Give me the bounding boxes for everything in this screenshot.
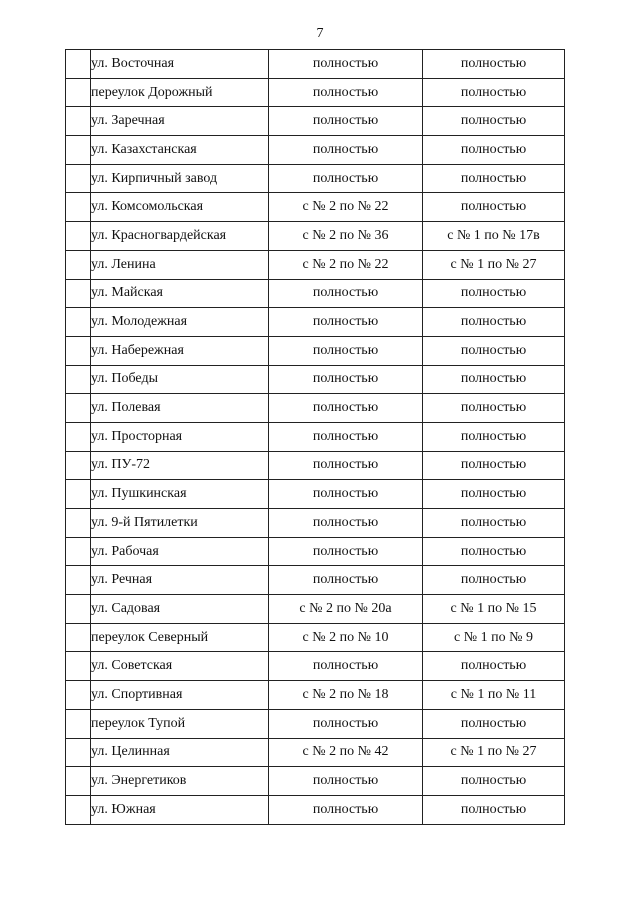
blank-cell [66,394,91,423]
blank-cell [66,652,91,681]
table-row [66,193,565,222]
even-houses-cell: полностью [269,509,423,538]
table-row [66,250,565,279]
street-name-cell: ул. Набережная [91,336,269,365]
table-body [66,50,565,825]
even-houses-cell: полностью [269,451,423,480]
street-name-cell: переулок Северный [91,623,269,652]
table-row [66,365,565,394]
table-row [66,767,565,796]
even-houses-cell: полностью [269,709,423,738]
odd-houses-cell: полностью [423,795,565,824]
table-row [66,451,565,480]
even-houses-cell: с № 2 по № 22 [269,193,423,222]
streets-table [65,49,565,825]
street-name-cell: ул. Майская [91,279,269,308]
blank-cell [66,451,91,480]
odd-houses-cell: полностью [423,394,565,423]
table-row [66,595,565,624]
odd-houses-cell: полностью [423,336,565,365]
table-row [66,738,565,767]
even-houses-cell: полностью [269,480,423,509]
table-row [66,308,565,337]
even-houses-cell: полностью [269,78,423,107]
blank-cell [66,681,91,710]
even-houses-cell: с № 2 по № 18 [269,681,423,710]
odd-houses-cell: полностью [423,136,565,165]
blank-cell [66,222,91,251]
street-name-cell: ул. Молодежная [91,308,269,337]
odd-houses-cell: полностью [423,308,565,337]
odd-houses-cell: с № 1 по № 9 [423,623,565,652]
table-row [66,795,565,824]
street-name-cell: ул. Казахстанская [91,136,269,165]
even-houses-cell: полностью [269,336,423,365]
even-houses-cell: с № 2 по № 20а [269,595,423,624]
even-houses-cell: полностью [269,107,423,136]
street-name-cell: ул. Пушкинская [91,480,269,509]
odd-houses-cell: полностью [423,422,565,451]
odd-houses-cell: полностью [423,107,565,136]
blank-cell [66,164,91,193]
street-name-cell: ул. Энергетиков [91,767,269,796]
table-row [66,78,565,107]
odd-houses-cell: с № 1 по № 27 [423,738,565,767]
blank-cell [66,78,91,107]
table-row [66,136,565,165]
table-row [66,222,565,251]
table-row [66,537,565,566]
odd-houses-cell: с № 1 по № 15 [423,595,565,624]
street-name-cell: ул. Речная [91,566,269,595]
odd-houses-cell: полностью [423,365,565,394]
street-name-cell: ул. Ленина [91,250,269,279]
even-houses-cell: полностью [269,50,423,79]
blank-cell [66,136,91,165]
even-houses-cell: полностью [269,164,423,193]
odd-houses-cell: полностью [423,279,565,308]
street-name-cell: ул. Заречная [91,107,269,136]
blank-cell [66,595,91,624]
odd-houses-cell: полностью [423,480,565,509]
odd-houses-cell: полностью [423,537,565,566]
street-name-cell: ул. Кирпичный завод [91,164,269,193]
odd-houses-cell: полностью [423,767,565,796]
table-row [66,422,565,451]
table-row [66,709,565,738]
table-row [66,107,565,136]
even-houses-cell: полностью [269,394,423,423]
even-houses-cell: с № 2 по № 10 [269,623,423,652]
blank-cell [66,107,91,136]
odd-houses-cell: полностью [423,566,565,595]
blank-cell [66,480,91,509]
table-row [66,681,565,710]
odd-houses-cell: полностью [423,652,565,681]
street-name-cell: ул. Просторная [91,422,269,451]
even-houses-cell: полностью [269,308,423,337]
blank-cell [66,365,91,394]
street-name-cell: ул. Победы [91,365,269,394]
even-houses-cell: полностью [269,279,423,308]
even-houses-cell: полностью [269,537,423,566]
table-row [66,480,565,509]
blank-cell [66,738,91,767]
page-number: 7 [316,26,324,41]
even-houses-cell: полностью [269,136,423,165]
even-houses-cell: с № 2 по № 36 [269,222,423,251]
blank-cell [66,767,91,796]
street-name-cell: ул. Комсомольская [91,193,269,222]
street-name-cell: ул. Спортивная [91,681,269,710]
even-houses-cell: с № 2 по № 22 [269,250,423,279]
odd-houses-cell: с № 1 по № 17в [423,222,565,251]
street-name-cell: ул. 9-й Пятилетки [91,509,269,538]
street-name-cell: ул. Восточная [91,50,269,79]
odd-houses-cell: с № 1 по № 11 [423,681,565,710]
street-name-cell: ул. Садовая [91,595,269,624]
table-row [66,509,565,538]
even-houses-cell: полностью [269,422,423,451]
blank-cell [66,623,91,652]
blank-cell [66,795,91,824]
street-name-cell: ул. Красногвардейская [91,222,269,251]
even-houses-cell: полностью [269,767,423,796]
street-name-cell: ул. Южная [91,795,269,824]
blank-cell [66,709,91,738]
even-houses-cell: полностью [269,652,423,681]
street-name-cell: ул. ПУ-72 [91,451,269,480]
blank-cell [66,336,91,365]
blank-cell [66,509,91,538]
table-row [66,652,565,681]
odd-houses-cell: полностью [423,78,565,107]
odd-houses-cell: полностью [423,709,565,738]
blank-cell [66,422,91,451]
table-row [66,279,565,308]
even-houses-cell: полностью [269,795,423,824]
even-houses-cell: с № 2 по № 42 [269,738,423,767]
odd-houses-cell: полностью [423,509,565,538]
street-name-cell: ул. Рабочая [91,537,269,566]
odd-houses-cell: полностью [423,451,565,480]
blank-cell [66,250,91,279]
odd-houses-cell: полностью [423,164,565,193]
blank-cell [66,50,91,79]
street-name-cell: переулок Дорожный [91,78,269,107]
street-name-cell: ул. Советская [91,652,269,681]
even-houses-cell: полностью [269,365,423,394]
blank-cell [66,566,91,595]
table-row [66,336,565,365]
street-name-cell: ул. Целинная [91,738,269,767]
table-row [66,566,565,595]
blank-cell [66,193,91,222]
odd-houses-cell: полностью [423,50,565,79]
table-row [66,394,565,423]
blank-cell [66,308,91,337]
odd-houses-cell: полностью [423,193,565,222]
table-row [66,623,565,652]
blank-cell [66,537,91,566]
odd-houses-cell: с № 1 по № 27 [423,250,565,279]
even-houses-cell: полностью [269,566,423,595]
table-row [66,164,565,193]
table-row [66,50,565,79]
blank-cell [66,279,91,308]
street-name-cell: ул. Полевая [91,394,269,423]
street-name-cell: переулок Тупой [91,709,269,738]
